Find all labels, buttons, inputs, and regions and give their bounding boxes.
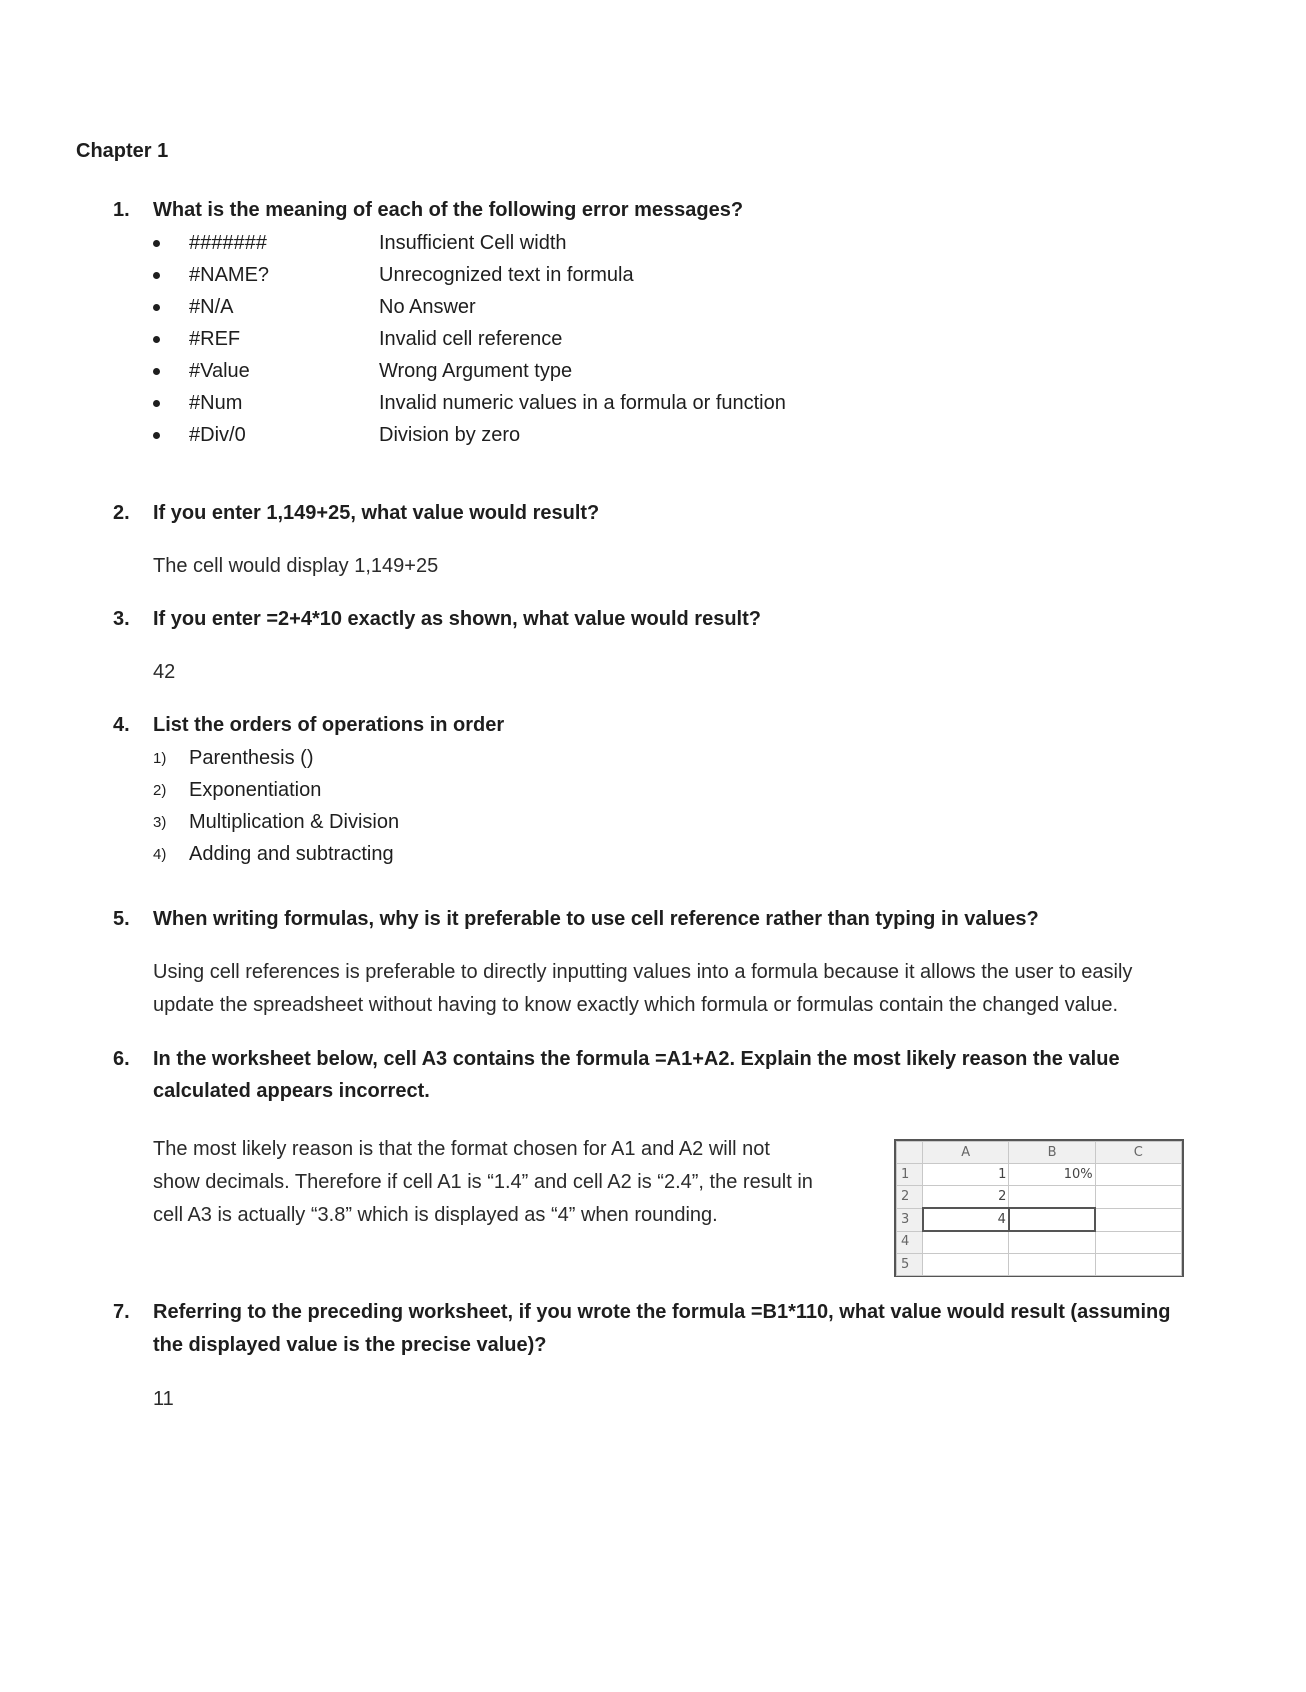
row-header: 1 (897, 1164, 923, 1186)
error-meaning: Wrong Argument type (379, 360, 573, 382)
error-code: #REF (189, 328, 241, 350)
question-number: 5. (113, 908, 130, 930)
operation-number: 2) (153, 782, 167, 799)
question-text-line-2: the displayed value is the precise value)? (153, 1334, 547, 1356)
question-text: What is the meaning of each of the following error messages? (153, 199, 744, 221)
column-header: C (1095, 1142, 1181, 1164)
error-meaning: Invalid cell reference (379, 328, 563, 350)
question-number: 4. (113, 714, 130, 736)
operation-text: Multiplication & Division (189, 811, 400, 833)
error-meaning: Invalid numeric values in a formula or function (379, 392, 786, 414)
bullet-icon (153, 368, 160, 375)
answer-5-line-1: Using cell references is preferable to directly inputting values into a formula because it allows the user to easily (153, 961, 1133, 983)
worksheet-table (896, 1141, 1182, 1276)
bullet-icon (153, 336, 160, 343)
cell-b4 (1009, 1231, 1095, 1254)
question-number: 6. (113, 1048, 130, 1070)
cell-a4 (923, 1231, 1009, 1254)
cell-b1: 10% (1009, 1164, 1095, 1186)
error-code: #Div/0 (189, 424, 246, 446)
answer-6-line-2: show decimals. Therefore if cell A1 is “1.4” and cell A2 is “2.4”, the result in (153, 1171, 813, 1193)
cell-c1 (1095, 1164, 1181, 1186)
operation-number: 3) (153, 814, 167, 831)
operation-text: Exponentiation (189, 779, 322, 801)
cell-c4 (1095, 1231, 1181, 1254)
error-meaning: Insufficient Cell width (379, 232, 567, 254)
corner-cell (897, 1142, 923, 1164)
bullet-icon (153, 400, 160, 407)
question-number: 7. (113, 1301, 130, 1323)
worksheet-header-row (897, 1142, 1182, 1164)
row-header: 3 (897, 1208, 923, 1231)
answer-7: 11 (153, 1388, 174, 1410)
cell-c3 (1095, 1208, 1181, 1231)
error-code: #N/A (189, 296, 234, 318)
cell-b3 (1009, 1208, 1095, 1231)
cell-a2: 2 (923, 1186, 1009, 1209)
cell-a5 (923, 1254, 1009, 1276)
question-number: 3. (113, 608, 130, 630)
error-code: ####### (189, 232, 267, 254)
question-text-line-2: calculated appears incorrect. (153, 1080, 430, 1102)
error-meaning: Unrecognized text in formula (379, 264, 634, 286)
question-text: List the orders of operations in order (153, 714, 505, 736)
question-text: If you enter =2+4*10 exactly as shown, what value would result? (153, 608, 761, 630)
answer-6-line-1: The most likely reason is that the format chosen for A1 and A2 will not (153, 1138, 770, 1160)
worksheet-image (894, 1139, 1184, 1277)
worksheet-row (897, 1231, 1182, 1254)
worksheet-row (897, 1254, 1182, 1276)
answer-5-line-2: update the spreadsheet without having to know exactly which formula or formulas contain the changed value. (153, 994, 1119, 1016)
bullet-icon (153, 240, 160, 247)
answer-2: The cell would display 1,149+25 (153, 555, 439, 577)
question-text-line-1: Referring to the preceding worksheet, if you wrote the formula =B1*110, what value would result (assuming (153, 1301, 1171, 1323)
bullet-icon (153, 272, 160, 279)
error-meaning: Division by zero (379, 424, 521, 446)
error-code: #Num (189, 392, 243, 414)
answer-3: 42 (153, 661, 176, 683)
answer-6-line-3: cell A3 is actually “3.8” which is displayed as “4” when rounding. (153, 1204, 718, 1226)
cell-c2 (1095, 1186, 1181, 1209)
cell-b2 (1009, 1186, 1095, 1209)
cell-c5 (1095, 1254, 1181, 1276)
row-header: 5 (897, 1254, 923, 1276)
row-header: 2 (897, 1186, 923, 1209)
cell-b5 (1009, 1254, 1095, 1276)
chapter-title: Chapter 1 (76, 140, 169, 162)
question-text: When writing formulas, why is it preferable to use cell reference rather than typing in values? (153, 908, 1039, 930)
row-header: 4 (897, 1231, 923, 1254)
worksheet-row (897, 1164, 1182, 1186)
bullet-icon (153, 304, 160, 311)
column-header: B (1009, 1142, 1095, 1164)
error-meaning: No Answer (379, 296, 476, 318)
worksheet-row (897, 1208, 1182, 1231)
cell-a1: 1 (923, 1164, 1009, 1186)
operation-text: Parenthesis () (189, 747, 314, 769)
error-code: #Value (189, 360, 250, 382)
cell-a3: 4 (923, 1208, 1009, 1231)
bullet-icon (153, 432, 160, 439)
error-code: #NAME? (189, 264, 270, 286)
question-number: 1. (113, 199, 130, 221)
operation-number: 1) (153, 750, 167, 767)
worksheet-row (897, 1186, 1182, 1209)
operation-number: 4) (153, 846, 167, 863)
operation-text: Adding and subtracting (189, 843, 394, 865)
question-number: 2. (113, 502, 130, 524)
column-header: A (923, 1142, 1009, 1164)
question-text-line-1: In the worksheet below, cell A3 contains the formula =A1+A2. Explain the most likely reason the value (153, 1048, 1120, 1070)
question-text: If you enter 1,149+25, what value would result? (153, 502, 600, 524)
